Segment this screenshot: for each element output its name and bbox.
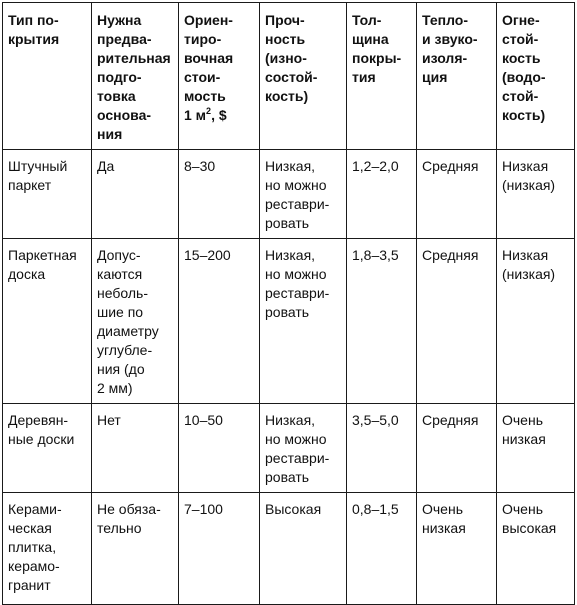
cell-text-line: Низкая,	[265, 412, 316, 428]
cell-text-line: Низкая,	[265, 247, 316, 263]
cell-text-line: Тип по-	[8, 12, 59, 28]
header-approx-cost	[179, 3, 260, 150]
table-cell	[497, 493, 575, 605]
flooring-comparison-table	[2, 2, 575, 605]
cell-text-line: но можно	[265, 431, 327, 447]
cell-text-line: ческая	[8, 520, 52, 536]
table-cell	[92, 239, 179, 404]
cell-text-line: но можно	[265, 266, 327, 282]
cell-text-line: шие по	[97, 304, 144, 320]
cell-text-line: ровать	[265, 215, 310, 231]
table-cell	[417, 239, 497, 404]
cell-text-line: плитка,	[8, 539, 57, 555]
table-cell	[497, 239, 575, 404]
header-insulation	[417, 3, 497, 150]
cell-text-line: низкая	[502, 431, 546, 447]
cell-text-line: ровать	[265, 469, 310, 485]
table-cell	[417, 404, 497, 493]
cell-text-line: изоля-	[422, 50, 468, 66]
table-cell	[260, 493, 347, 605]
table-cell	[260, 404, 347, 493]
table-cell	[92, 493, 179, 605]
cell-text-line: высокая	[502, 520, 557, 536]
header-fire-resistance	[497, 3, 575, 150]
cell-text-line: стой-	[502, 88, 539, 104]
table-cell	[3, 404, 92, 493]
table-cell	[3, 493, 92, 605]
cell-text-line: Нет	[97, 412, 121, 428]
header-thickness	[347, 3, 417, 150]
cell-text-line: 0,8–1,5	[352, 501, 399, 517]
cell-text-line: доска	[8, 266, 46, 282]
table-row	[3, 150, 575, 239]
cell-text-line: керамо-	[8, 558, 60, 574]
cell-text-line: вочная	[184, 50, 234, 66]
cell-text-line: 10–50	[184, 412, 223, 428]
cell-text-line: ные доски	[8, 431, 75, 447]
cell-text-line: Низкая,	[265, 158, 316, 174]
cell-text-line: тия	[352, 69, 376, 85]
cell-text-line: 1,8–3,5	[352, 247, 399, 263]
cell-text-line: ния	[97, 126, 123, 142]
header-durability	[260, 3, 347, 150]
cell-text-line: диаметру	[97, 323, 159, 339]
header-coating-type	[3, 3, 92, 150]
cell-text-line: тиро-	[184, 31, 222, 47]
cell-text-line: стой-	[502, 31, 539, 47]
cell-text-line: ция	[422, 69, 448, 85]
cell-text-line: реставри-	[265, 196, 330, 212]
cell-text-line: предва-	[97, 31, 152, 47]
table-cell	[260, 150, 347, 239]
table-cell	[347, 239, 417, 404]
cell-text-line: товка	[97, 88, 136, 104]
cell-text-line: состой-	[265, 69, 318, 85]
cell-text-line: реставри-	[265, 285, 330, 301]
table-cell	[179, 239, 260, 404]
cell-text-line: Не обяза-	[97, 501, 161, 517]
cell-text-line: но можно	[265, 177, 327, 193]
cell-text-line: Нужна	[97, 12, 142, 28]
cell-text-line: Очень	[422, 501, 463, 517]
cell-text-line: Паркетная	[8, 247, 77, 263]
cell-text-line: Да	[97, 158, 115, 174]
table-cell	[260, 239, 347, 404]
table-cell	[497, 150, 575, 239]
cell-text-line: покры-	[352, 50, 402, 66]
cell-text-line: (низкая)	[502, 177, 556, 193]
table-cell	[347, 150, 417, 239]
cell-text-line: 15–200	[184, 247, 231, 263]
cell-text-line: Средняя	[422, 247, 479, 263]
table-cell	[3, 239, 92, 404]
cell-text-line: Деревян-	[8, 412, 69, 428]
cell-text-line: Очень	[502, 501, 543, 517]
cell-text-line: реставри-	[265, 450, 330, 466]
cell-text-line: низкая	[422, 520, 466, 536]
cell-text-line: Средняя	[422, 158, 479, 174]
table-row	[3, 239, 575, 404]
cell-text-line: щина	[352, 31, 389, 47]
cell-text-line: Низкая	[502, 247, 549, 263]
cell-text-line: Штучный	[8, 158, 68, 174]
cell-text-line: паркет	[8, 177, 52, 193]
cell-text-line: 7–100	[184, 501, 223, 517]
cell-text-line: тельно	[97, 520, 142, 536]
cell-text-line: крытия	[8, 31, 60, 47]
cell-text-line: Тепло-	[422, 12, 469, 28]
table-cell	[92, 404, 179, 493]
cell-text-line: (водо-	[502, 69, 546, 85]
table-cell	[417, 493, 497, 605]
cell-text-line: (изно-	[265, 50, 307, 66]
cell-text-line: ровать	[265, 304, 310, 320]
cell-text-line: каются	[97, 266, 143, 282]
cell-text-line: Высокая	[265, 501, 322, 517]
table-row	[3, 493, 575, 605]
cell-text-line: Проч-	[265, 12, 305, 28]
table-cell	[417, 150, 497, 239]
cell-text-line: стои-	[184, 69, 221, 85]
cell-text-line: 1,2–2,0	[352, 158, 399, 174]
cell-text-line: ность	[265, 31, 306, 47]
cell-text-line: Огне-	[502, 12, 540, 28]
cell-text-line: и звуко-	[422, 31, 478, 47]
cell-text-line: 2 мм)	[97, 380, 133, 396]
table-row	[3, 404, 575, 493]
cell-text-line: кость)	[265, 88, 309, 104]
cell-text-line: Очень	[502, 412, 543, 428]
cell-text-line: кость	[502, 50, 541, 66]
table-cell	[92, 150, 179, 239]
cell-text-line: кость)	[502, 107, 546, 123]
table-header-row	[3, 3, 575, 150]
cell-text-line: ния (до	[97, 361, 145, 377]
cell-text-line: углубле-	[97, 342, 153, 358]
cell-text-line: основа-	[97, 107, 152, 123]
table-cell	[3, 150, 92, 239]
cell-text-line: Тол-	[352, 12, 382, 28]
cell-text-line: Средняя	[422, 412, 479, 428]
cell-text-line: Низкая	[502, 158, 549, 174]
cell-text-line: неболь-	[97, 285, 148, 301]
cell-text-line: 8–30	[184, 158, 216, 174]
table-cell	[347, 493, 417, 605]
cell-text-line: мость	[184, 88, 226, 104]
cell-text-line: Ориен-	[184, 12, 233, 28]
table-cell	[179, 404, 260, 493]
table-cell	[179, 493, 260, 605]
table-cell	[347, 404, 417, 493]
cell-text-line: 1 $м^2$, $	[184, 106, 227, 123]
header-base-preparation	[92, 3, 179, 150]
cell-text-line: Допус-	[97, 247, 141, 263]
table-cell	[179, 150, 260, 239]
cell-text-line: 3,5–5,0	[352, 412, 399, 428]
cell-text-line: гранит	[8, 577, 51, 593]
cell-text-line: подго-	[97, 69, 142, 85]
cell-text-line: Керами-	[8, 501, 62, 517]
cell-text-line: рительная	[97, 50, 171, 66]
cell-text-line: (низкая)	[502, 266, 556, 282]
table-cell	[497, 404, 575, 493]
